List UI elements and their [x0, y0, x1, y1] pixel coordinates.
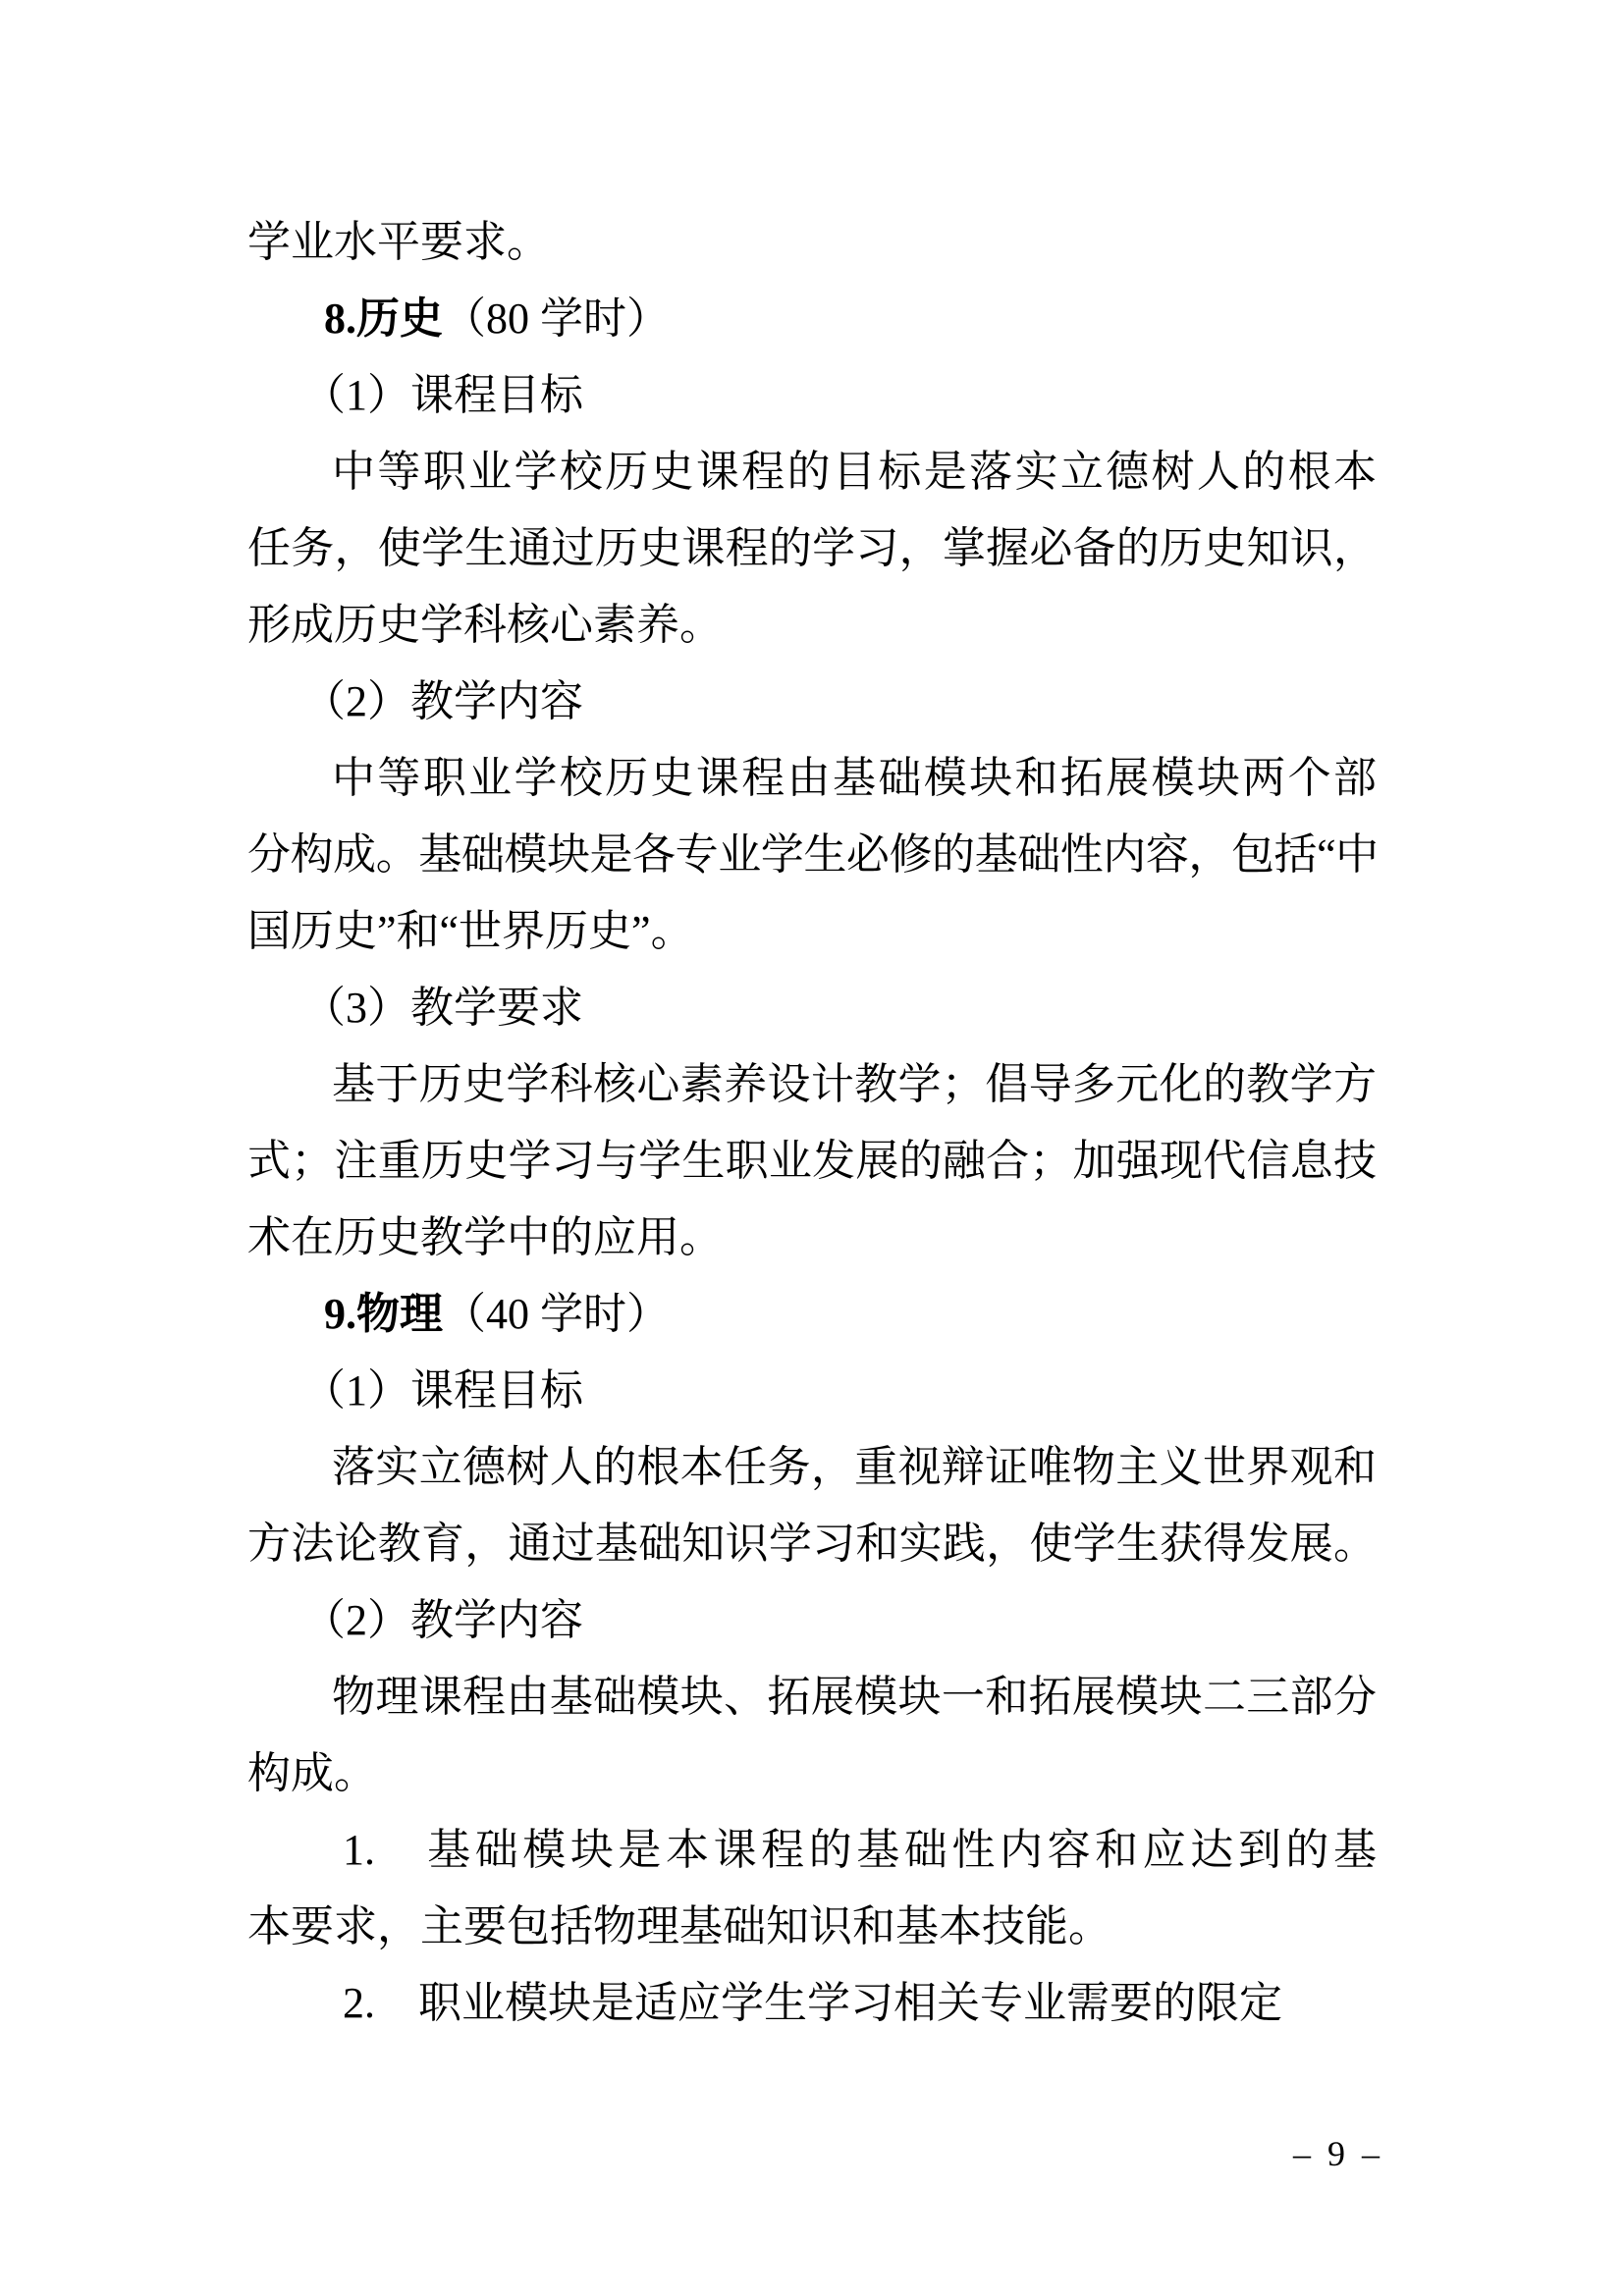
list-item-2: 2. 职业模块是适应学生学习相关专业需要的限定: [343, 1979, 1282, 2027]
body-line: 本要求，主要包括物理基础知识和基本技能。: [247, 1902, 1111, 1950]
page-number: – 9 –: [1293, 2134, 1380, 2173]
body-line: 式；注重历史学习与学生职业发展的融合；加强现代信息技: [247, 1137, 1377, 1185]
section-heading-hours: （40 学时）: [443, 1290, 670, 1338]
body-line: 术在历史教学中的应用。: [247, 1213, 723, 1261]
body-line: 学业水平要求。: [247, 218, 550, 266]
subheading-teaching-content: （2）教学内容: [302, 1596, 583, 1644]
subheading-course-goal: （1）课程目标: [302, 1366, 583, 1415]
list-item-1: 1. 基础模块是本课程的基础性内容和应达到的基: [343, 1826, 1377, 1874]
body-line: 方法论教育，通过基础知识学习和实践，使学生获得发展。: [247, 1520, 1377, 1568]
body-line: 形成历史学科核心素养。: [247, 601, 723, 649]
text-column: [247, 204, 1377, 2042]
subheading-teaching-requirements: （3）教学要求: [302, 984, 583, 1032]
section-heading-title: 8.历史: [324, 294, 443, 343]
body-line: 构成。: [247, 1749, 377, 1797]
body-line: 基于历史学科核心素养设计教学；倡导多元化的教学方: [332, 1060, 1377, 1108]
subheading-course-goal: （1）课程目标: [302, 371, 583, 419]
section-heading-hours: （80 学时）: [443, 294, 670, 343]
body-line: 物理课程由基础模块、拓展模块一和拓展模块二三部分: [332, 1673, 1377, 1721]
body-line: 国历史”和“世界历史”。: [247, 907, 694, 955]
body-line: 中等职业学校历史课程由基础模块和拓展模块两个部: [332, 754, 1377, 802]
body-line: 落实立德树人的根本任务，重视辩证唯物主义世界观和: [332, 1443, 1377, 1491]
body-line: 中等职业学校历史课程的目标是落实立德树人的根本: [332, 448, 1377, 496]
body-line: 分构成。基础模块是各专业学生必修的基础性内容，包括“中: [247, 830, 1377, 879]
subheading-teaching-content: （2）教学内容: [302, 677, 583, 725]
section-heading-history: [247, 281, 1377, 357]
section-heading-physics: [247, 1276, 1377, 1353]
body-line: 任务，使学生通过历史课程的学习，掌握必备的历史知识，: [247, 524, 1377, 572]
section-heading-title: 9.物理: [324, 1290, 443, 1338]
